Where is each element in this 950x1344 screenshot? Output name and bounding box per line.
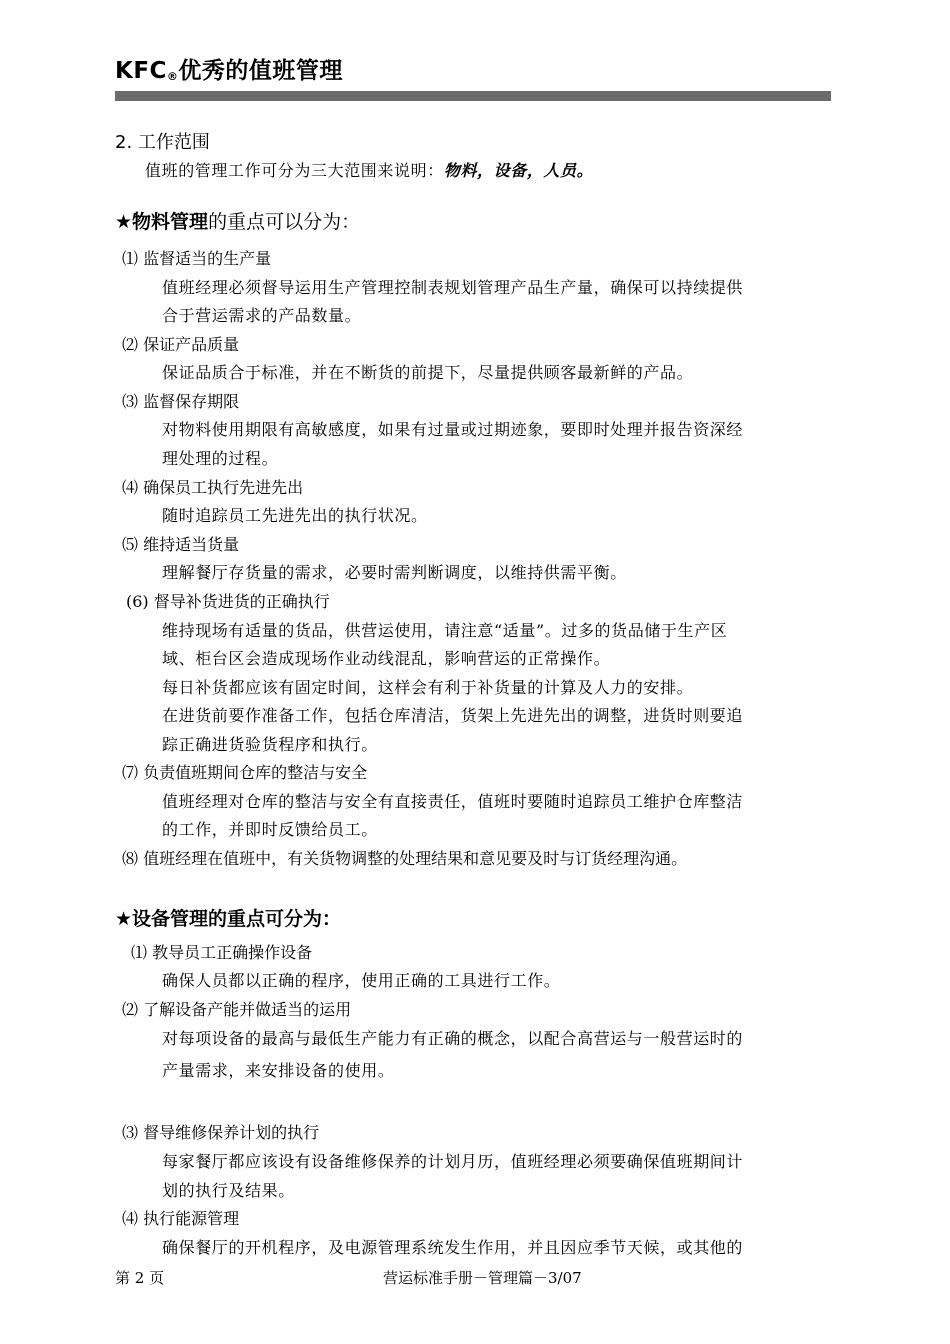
list-item-title: ⑴ 教导员工正确操作设备 <box>131 943 313 962</box>
list-item-title: ⑷ 执行能源管理 <box>122 1209 240 1228</box>
list-item-title: ⑵ 了解设备产能并做适当的运用 <box>122 1000 352 1019</box>
intro-emphasis: 物料，设备，人员。 <box>443 161 594 180</box>
list-item-text: 维持现场有适量的货品，供营运使用，请注意“适量”。过多的货品储于生产区 <box>162 621 728 640</box>
list-item-text: 随时追踪员工先进先出的执行状况。 <box>162 506 428 525</box>
header-divider <box>115 91 831 101</box>
list-item-text: 确保餐厅的开机程序，及电源管理系统发生作用，并且因应季节天候，或其他的 <box>162 1238 744 1257</box>
list-item-text: 产量需求，来安排设备的使用。 <box>162 1061 395 1080</box>
list-item-text: 踪正确进货验货程序和执行。 <box>162 735 378 754</box>
list-item-text: 对物料使用期限有高敏感度，如果有过量或过期迹象，要即时处理并报告资深经 <box>162 420 744 439</box>
list-item-title: ⑶ 督导维修保养计划的执行 <box>122 1123 320 1142</box>
list-item-text: 保证品质合于标准，并在不断货的前提下，尽量提供顾客最新鲜的产品。 <box>162 363 694 382</box>
list-item-text: 理处理的过程。 <box>162 449 279 468</box>
list-item-text: 的工作，并即时反馈给员工。 <box>162 820 378 839</box>
page-number: 第 2 页 <box>115 1269 165 1287</box>
list-item-title: ⑴ 监督适当的生产量 <box>122 249 272 268</box>
section-heading: 2. 工作范围 <box>115 132 210 153</box>
list-item-title: ⑻ 值班经理在值班中，有关货物调整的处理结果和意见要及时与订货经理沟通。 <box>122 849 688 868</box>
list-item-text: 合于营运需求的产品数量。 <box>162 306 362 325</box>
list-item-text: 对每项设备的最高与最低生产能力有正确的概念，以配合高营运与一般营运时的 <box>162 1029 744 1048</box>
materials-heading: ★物料管理的重点可以分为： <box>115 211 361 233</box>
list-item-title: ⑸ 维持适当货量 <box>122 535 240 554</box>
list-item-title: (6) 督导补货进货的正确执行 <box>126 592 330 611</box>
list-item-text: 域、柜台区会造成现场作业动线混乱，影响营运的正常操作。 <box>162 649 611 668</box>
list-item-text: 划的执行及结果。 <box>162 1181 295 1200</box>
list-item-text: 每日补货都应该有固定时间，这样会有利于补货量的计算及人力的安排。 <box>162 678 694 697</box>
list-item-text: 每家餐厅都应该设有设备维修保养的计划月历，值班经理必须要确保值班期间计 <box>162 1152 744 1171</box>
intro-text: 值班的管理工作可分为三大范围来说明：物料，设备，人员。 <box>145 161 594 180</box>
list-item-text: 理解餐厅存货量的需求，必要时需判断调度，以维持供需平衡。 <box>162 563 627 582</box>
list-item-title: ⑷ 确保员工执行先进先出 <box>122 478 304 497</box>
list-item-title: ⑺ 负责值班期间仓库的整洁与安全 <box>122 763 368 782</box>
list-item-text: 值班经理对仓库的整洁与安全有直接责任，值班时要随时追踪员工维护仓库整洁 <box>162 792 744 811</box>
list-item-text: 值班经理必须督导运用生产管理控制表规划管理产品生产量，确保可以持续提供 <box>162 278 744 297</box>
list-item-title: ⑵ 保证产品质量 <box>122 335 240 354</box>
list-item-text: 确保人员都以正确的程序，使用正确的工具进行工作。 <box>162 971 561 990</box>
document-title: KFC®优秀的值班管理 <box>115 58 343 84</box>
list-item-title: ⑶ 监督保存期限 <box>122 392 240 411</box>
list-item-text: 在进货前要作准备工作，包括仓库清洁，货架上先进先出的调整，进货时则要追 <box>162 706 744 725</box>
footer-manual-ref: 营运标准手册－管理篇－3/07 <box>383 1269 582 1287</box>
equipment-heading: ★设备管理的重点可分为： <box>115 908 342 930</box>
